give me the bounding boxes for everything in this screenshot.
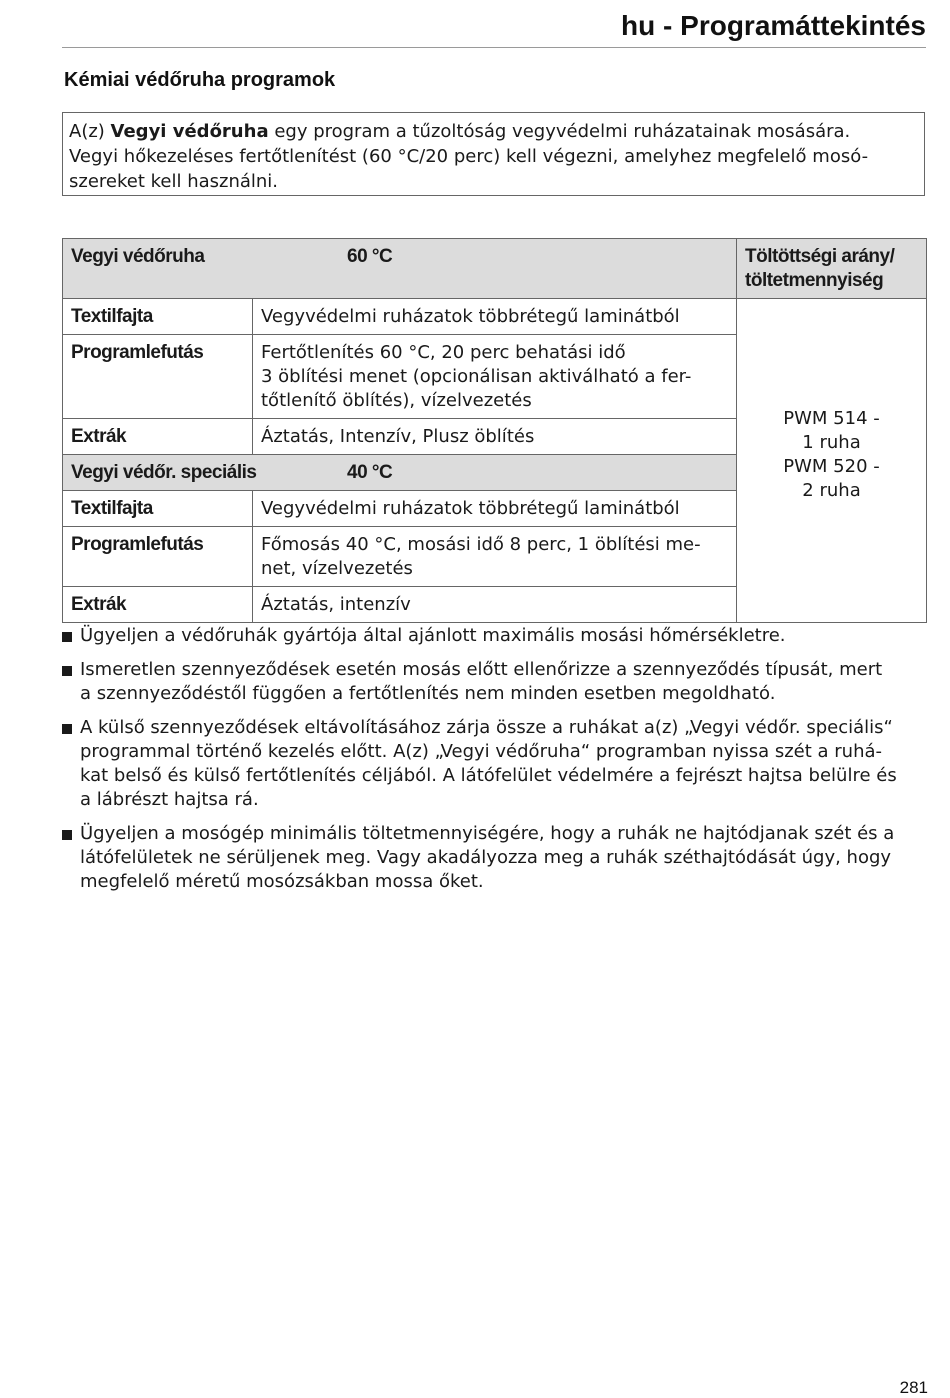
page-header-title: hu - Programáttekintés	[621, 10, 926, 41]
list-item	[62, 658, 932, 706]
list-item-line: a lábrészt hajtsa rá.	[80, 789, 259, 810]
row-value-line: net, vízelvezetés	[261, 558, 413, 579]
list-item	[62, 822, 932, 894]
description-line-1	[69, 119, 916, 144]
row-value-line: Vegyvédelmi ruházatok többrétegű laminátból	[261, 306, 680, 327]
list-item-line: a szennyeződéstől függően a fertőtlenítés nem minden esetben megoldható.	[80, 683, 776, 704]
row-label: Textilfajta	[63, 299, 253, 335]
row-value	[253, 587, 737, 623]
program-header-cell	[63, 455, 737, 491]
header-divider	[62, 47, 926, 48]
row-value	[253, 299, 737, 335]
row-value	[253, 335, 737, 419]
row-label: Programlefutás	[63, 527, 253, 587]
row-label: Textilfajta	[63, 491, 253, 527]
row-value-line: Főmosás 40 °C, mosási idő 8 perc, 1 öblítési me-	[261, 534, 701, 555]
list-item-line: A külső szennyeződések eltávolításához zárja össze a ruhákat a(z) „Vegyi védőr. speciális“	[80, 717, 893, 738]
program-description-box	[62, 112, 925, 196]
load-value-line: PWM 514 -	[783, 408, 880, 429]
row-value	[253, 491, 737, 527]
list-item-line: látófelületek ne sérüljenek meg. Vagy akadályozza meg a ruhák széthajtódását úgy, hogy	[80, 847, 892, 868]
program-header-row	[63, 239, 927, 299]
list-item	[62, 624, 932, 648]
list-item	[62, 716, 932, 812]
description-prefix: A(z)	[69, 121, 111, 142]
row-value	[253, 419, 737, 455]
bullet-square-icon	[62, 830, 72, 840]
load-header-line-2: töltetmennyiség	[745, 270, 884, 291]
bullet-square-icon	[62, 632, 72, 642]
program-temperature: 40 °C	[347, 462, 393, 483]
bullet-square-icon	[62, 666, 72, 676]
row-value	[253, 527, 737, 587]
section-title: Kémiai védőruha programok	[64, 69, 336, 91]
row-value-line: Vegyvédelmi ruházatok többrétegű laminátból	[261, 498, 680, 519]
list-item-line: megfelelő méretű mosózsákban mossa őket.	[80, 871, 484, 892]
description-line-2: Vegyi hőkezeléses fertőtlenítést (60 °C/20 perc) kell végezni, amelyhez megfelelő mosó-	[69, 146, 869, 167]
description-line-1-rest: egy program a tűzoltóság vegyvédelmi ruházatainak mosására.	[268, 121, 851, 142]
load-value-cell	[737, 299, 927, 623]
load-value-line: 1 ruha	[802, 432, 861, 453]
notes-list	[62, 624, 932, 904]
program-name: Vegyi védőruha	[71, 246, 205, 267]
row-label: Extrák	[63, 587, 253, 623]
list-item-line: Ismeretlen szennyeződések esetén mosás előtt ellenőrizze a szennyeződés típusát, mert	[80, 659, 883, 680]
program-temperature: 60 °C	[347, 246, 393, 267]
row-value-line: 3 öblítési menet (opcionálisan aktiválható a fer-	[261, 366, 692, 387]
description-program-name: Vegyi védőruha	[110, 121, 269, 142]
load-value-line: PWM 520 -	[783, 456, 880, 477]
program-table	[62, 238, 927, 623]
row-value-line: Fertőtlenítés 60 °C, 20 perc behatási idő	[261, 342, 626, 363]
program-name: Vegyi védőr. speciális	[71, 462, 257, 483]
table-row	[63, 299, 927, 335]
row-value-line: tőtlenítő öblítés), vízelvezetés	[261, 390, 532, 411]
description-line-3: szereket kell használni.	[69, 171, 279, 192]
row-value-line: Áztatás, intenzív	[261, 594, 411, 615]
list-item-line: programmal történő kezelés előtt. A(z) „Vegyi védőruha“ programban nyissa szét a ruhá-	[80, 741, 883, 762]
list-item-line: Ügyeljen a mosógép minimális töltetmennyiségére, hogy a ruhák ne hajtódjanak szét és a	[80, 823, 895, 844]
load-header-line-1: Töltöttségi arány/	[745, 246, 895, 267]
page-number: 281	[899, 1378, 928, 1397]
row-value-line: Áztatás, Intenzív, Plusz öblítés	[261, 426, 535, 447]
row-label: Extrák	[63, 419, 253, 455]
bullet-square-icon	[62, 724, 72, 734]
program-header-cell	[63, 239, 737, 299]
load-value-line: 2 ruha	[802, 480, 861, 501]
list-item-line: Ügyeljen a védőruhák gyártója által ajánlott maximális mosási hőmérsékletre.	[80, 625, 786, 646]
list-item-line: kat belső és külső fertőtlenítés céljából. A látófelület védelmére a fejrészt hajtsa belülre és	[80, 765, 897, 786]
load-header-cell	[737, 239, 927, 299]
row-label: Programlefutás	[63, 335, 253, 419]
